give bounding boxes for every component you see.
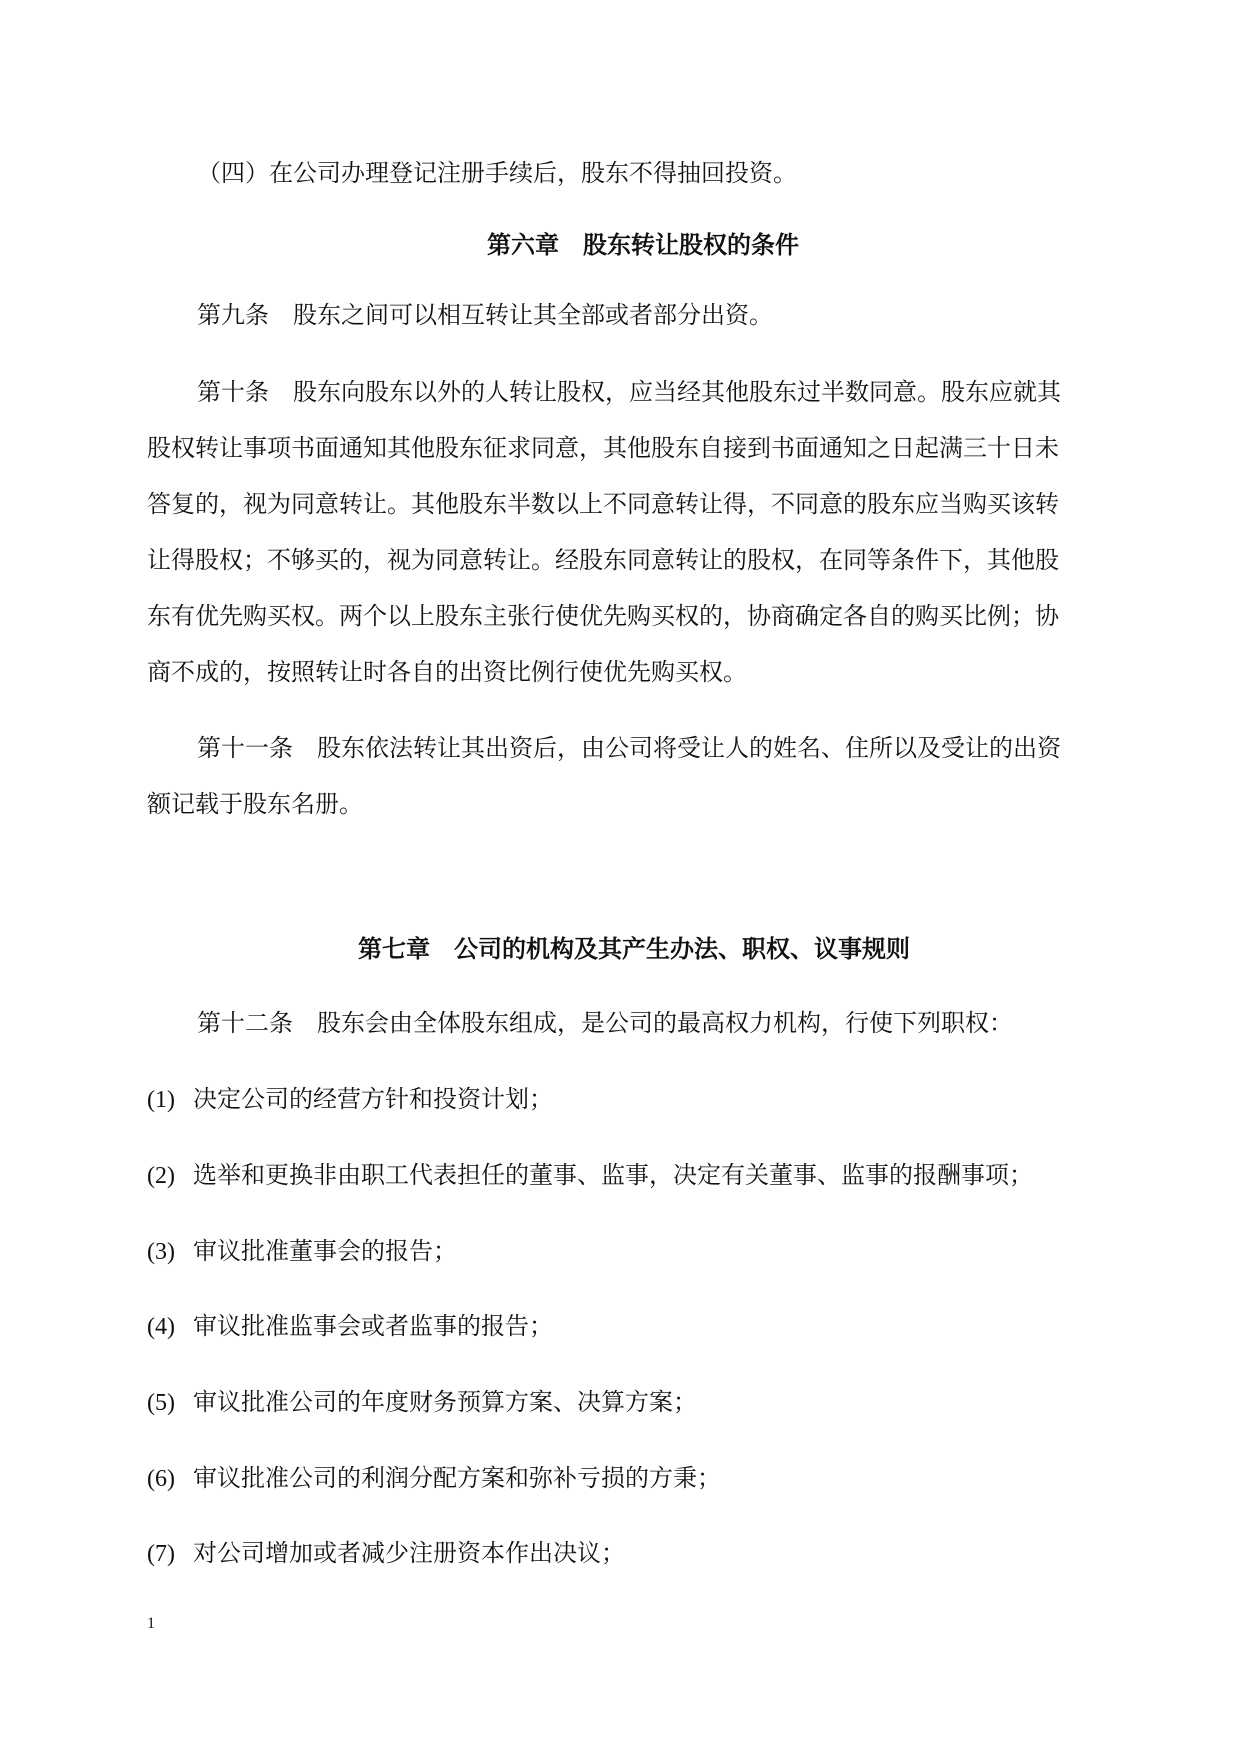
page-number: 1: [147, 1615, 155, 1632]
list-item-text: 审议批准公司的年度财务预算方案、决算方案；: [193, 1388, 697, 1416]
article-nine-text: 第九条 股东之间可以相互转让其全部或者部分出资。: [197, 301, 773, 329]
list-item-number: (5): [147, 1390, 175, 1416]
list-item-number: (4): [147, 1314, 175, 1340]
article-ten-line-5: 东有优先购买权。两个以上股东主张行使优先购买权的，协商确定各自的购买比例；协: [147, 602, 1059, 630]
article-ten-line-4: 让得股权；不够买的，视为同意转让。经股东同意转让的股权，在同等条件下，其他股: [147, 546, 1059, 574]
article-ten-line-1: 第十条 股东向股东以外的人转让股权，应当经其他股东过半数同意。股东应就其: [197, 378, 1061, 406]
article-eleven-line-1: 第十一条 股东依法转让其出资后，由公司将受让人的姓名、住所以及受让的出资: [197, 734, 1061, 762]
article-ten-line-2: 股权转让事项书面通知其他股东征求同意，其他股东自接到书面通知之日起满三十日未: [147, 434, 1059, 462]
list-item-text: 对公司增加或者减少注册资本作出决议；: [193, 1539, 625, 1567]
list-item-number: (6): [147, 1466, 175, 1492]
chapter-seven-heading: 第七章 公司的机构及其产生办法、职权、议事规则: [358, 934, 910, 963]
list-item-text: 审议批准监事会或者监事的报告；: [193, 1312, 553, 1340]
list-item: [147, 1084, 553, 1115]
article-ten-line-6: 商不成的，按照转让时各自的出资比例行使优先购买权。: [147, 658, 747, 686]
clause-four-text: （四）在公司办理登记注册手续后，股东不得抽回投资。: [197, 159, 797, 187]
article-eleven-line-2: 额记载于股东名册。: [147, 790, 363, 818]
list-item: [147, 1160, 1033, 1191]
list-item: [147, 1538, 625, 1569]
list-item-number: (1): [147, 1087, 175, 1113]
list-item-text: 决定公司的经营方针和投资计划；: [193, 1085, 553, 1113]
list-item: [147, 1463, 721, 1494]
chapter-six-heading: 第六章 股东转让股权的条件: [487, 230, 799, 259]
list-item-text: 选举和更换非由职工代表担任的董事、监事，决定有关董事、监事的报酬事项；: [193, 1161, 1033, 1189]
list-item-text: 审议批准董事会的报告；: [193, 1237, 457, 1265]
list-item: [147, 1236, 457, 1267]
list-item-number: (2): [147, 1163, 175, 1189]
article-ten-line-3: 答复的，视为同意转让。其他股东半数以上不同意转让得，不同意的股东应当购买该转: [147, 490, 1059, 518]
list-item: [147, 1387, 697, 1418]
list-item-text: 审议批准公司的利润分配方案和弥补亏损的方秉；: [193, 1464, 721, 1492]
list-item: [147, 1311, 553, 1342]
article-twelve-text: 第十二条 股东会由全体股东组成，是公司的最高权力机构，行使下列职权：: [197, 1009, 1013, 1037]
list-item-number: (7): [147, 1541, 175, 1567]
list-item-number: (3): [147, 1239, 175, 1265]
